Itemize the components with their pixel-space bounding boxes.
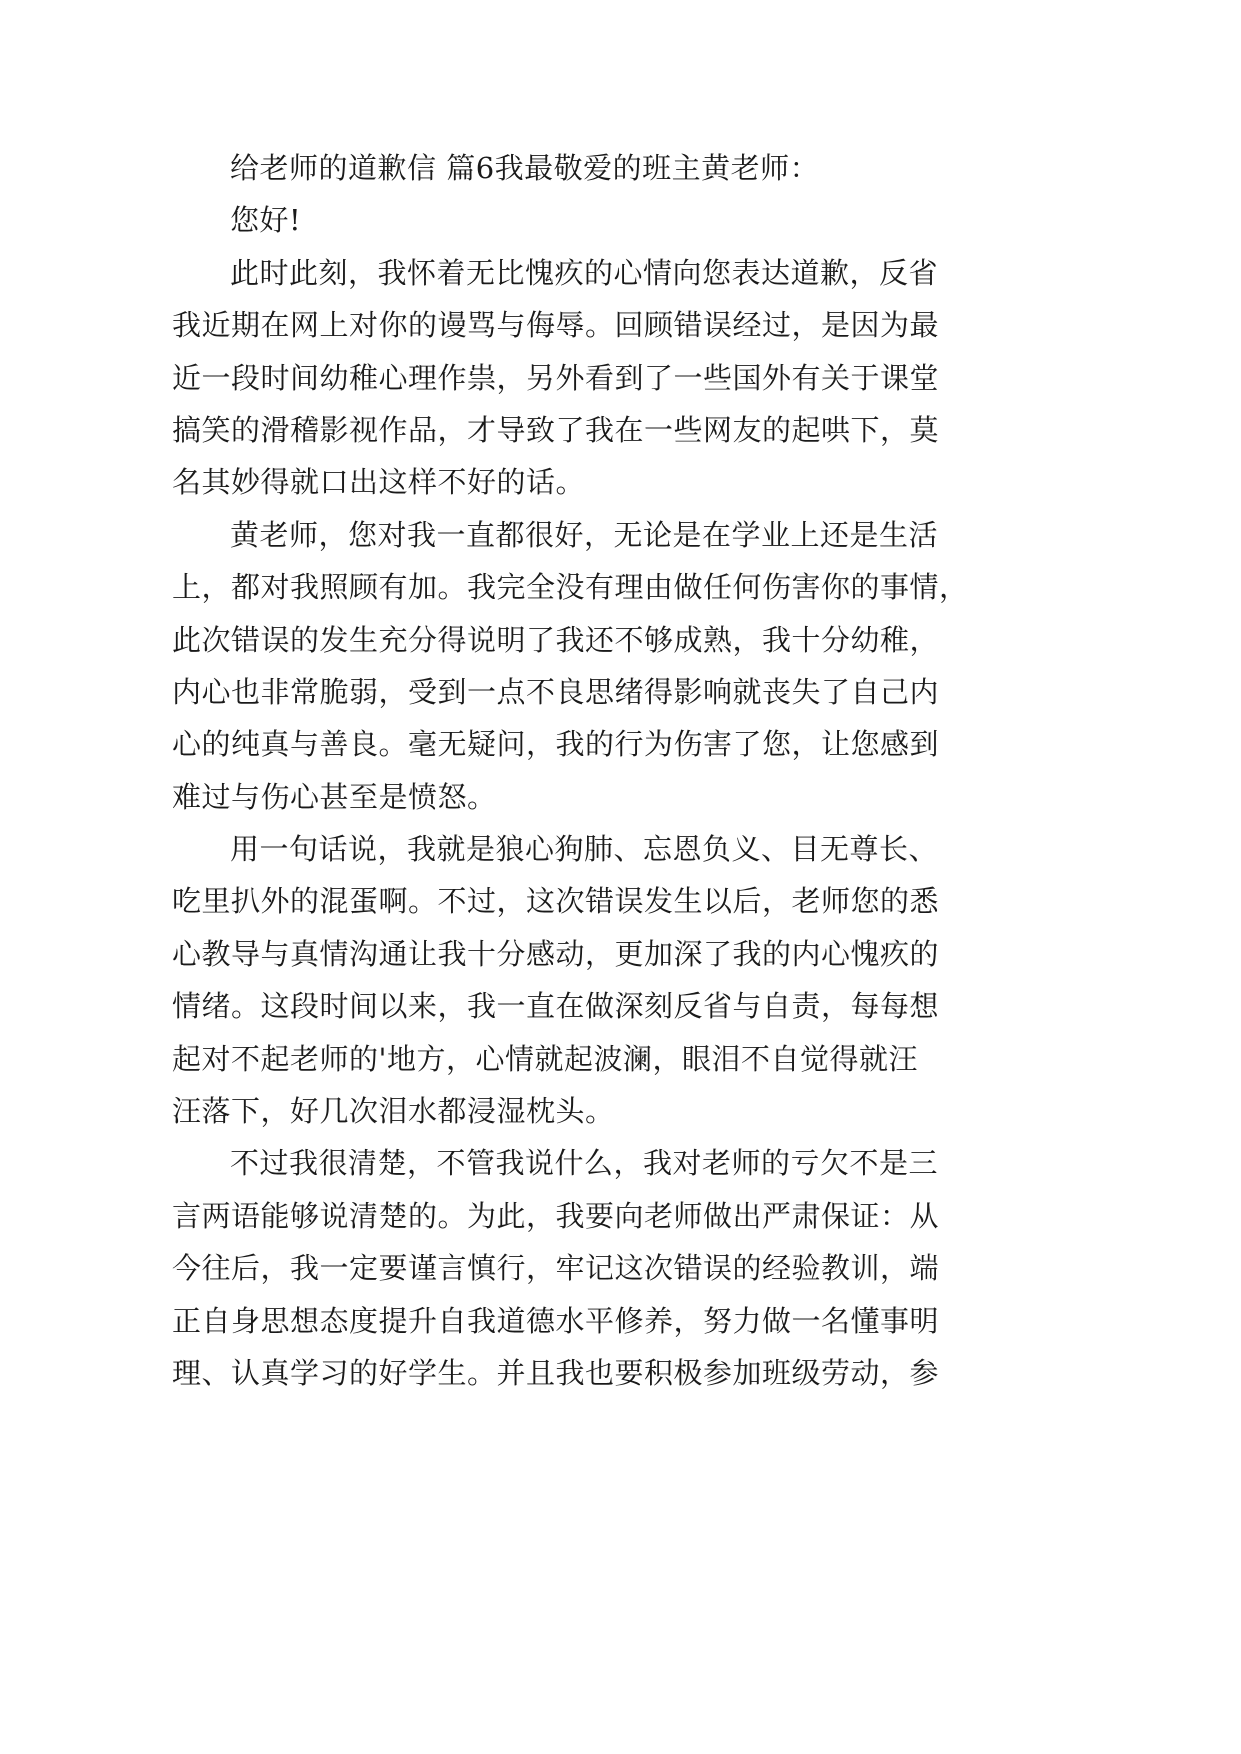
- text-line: 黄老师，您对我一直都很好，无论是在学业上还是生活: [230, 517, 939, 552]
- text-line: 难过与伤心甚至是愤怒。: [172, 779, 497, 814]
- text-line: 搞笑的滑稽影视作品，才导致了我在一些网友的起哄下，莫: [172, 412, 940, 447]
- text-line: 名其妙得就口出这样不好的话。: [172, 465, 586, 500]
- text-line: 内心也非常脆弱，受到一点不良思绪得影响就丧失了自己内: [172, 674, 940, 709]
- letter-heading: 给老师的道歉信 篇6我最敬爱的班主黄老师：: [230, 151, 820, 185]
- body-paragraph-4: [172, 1137, 1072, 1399]
- text-line: 情绪。这段时间以来，我一直在做深刻反省与自责，每每想: [172, 989, 940, 1024]
- text-line: 心的纯真与善良。毫无疑问，我的行为伤害了您，让您感到: [172, 727, 940, 762]
- text-line: 今往后，我一定要谨言慎行，牢记这次错误的经验教训，端: [172, 1251, 940, 1286]
- text-line: 上，都对我照顾有加。我完全没有理由做任何伤害你的事情，: [172, 570, 969, 605]
- text-line: 正自身思想态度提升自我道德水平修养，努力做一名懂事明: [172, 1303, 940, 1338]
- body-paragraph-3: [172, 823, 1072, 1137]
- text-line: 此时此刻，我怀着无比愧疚的心情向您表达道歉，反省: [230, 255, 939, 290]
- text-line: 起对不起老师的'地方，心情就起波澜，眼泪不自觉得就汪: [172, 1041, 918, 1076]
- document-page: [172, 142, 1072, 1399]
- text-line: 理、认真学习的好学生。并且我也要积极参加班级劳动，参: [172, 1355, 940, 1390]
- text-line: 汪落下，好几次泪水都浸湿枕头。: [172, 1094, 615, 1129]
- body-paragraph-1: [172, 247, 1072, 509]
- text-line: 言两语能够说清楚的。为此，我要向老师做出严肃保证：从: [172, 1198, 940, 1233]
- text-line: 心教导与真情沟通让我十分感动，更加深了我的内心愧疚的: [172, 936, 940, 971]
- text-line: 不过我很清楚，不管我说什么，我对老师的亏欠不是三: [230, 1146, 939, 1181]
- text-line: 我近期在网上对你的谩骂与侮辱。回顾错误经过，是因为最: [172, 308, 940, 343]
- text-line: 近一段时间幼稚心理作祟，另外看到了一些国外有关于课堂: [172, 360, 940, 395]
- body-paragraph-2: [172, 509, 1072, 823]
- text-line: 此次错误的发生充分得说明了我还不够成熟，我十分幼稚，: [172, 622, 940, 657]
- text-line: 用一句话说，我就是狼心狗肺、忘恩负义、目无尊长、: [230, 832, 939, 867]
- text-line: 吃里扒外的混蛋啊。不过，这次错误发生以后，老师您的悉: [172, 884, 940, 919]
- letter-greeting: 您好!: [230, 203, 302, 238]
